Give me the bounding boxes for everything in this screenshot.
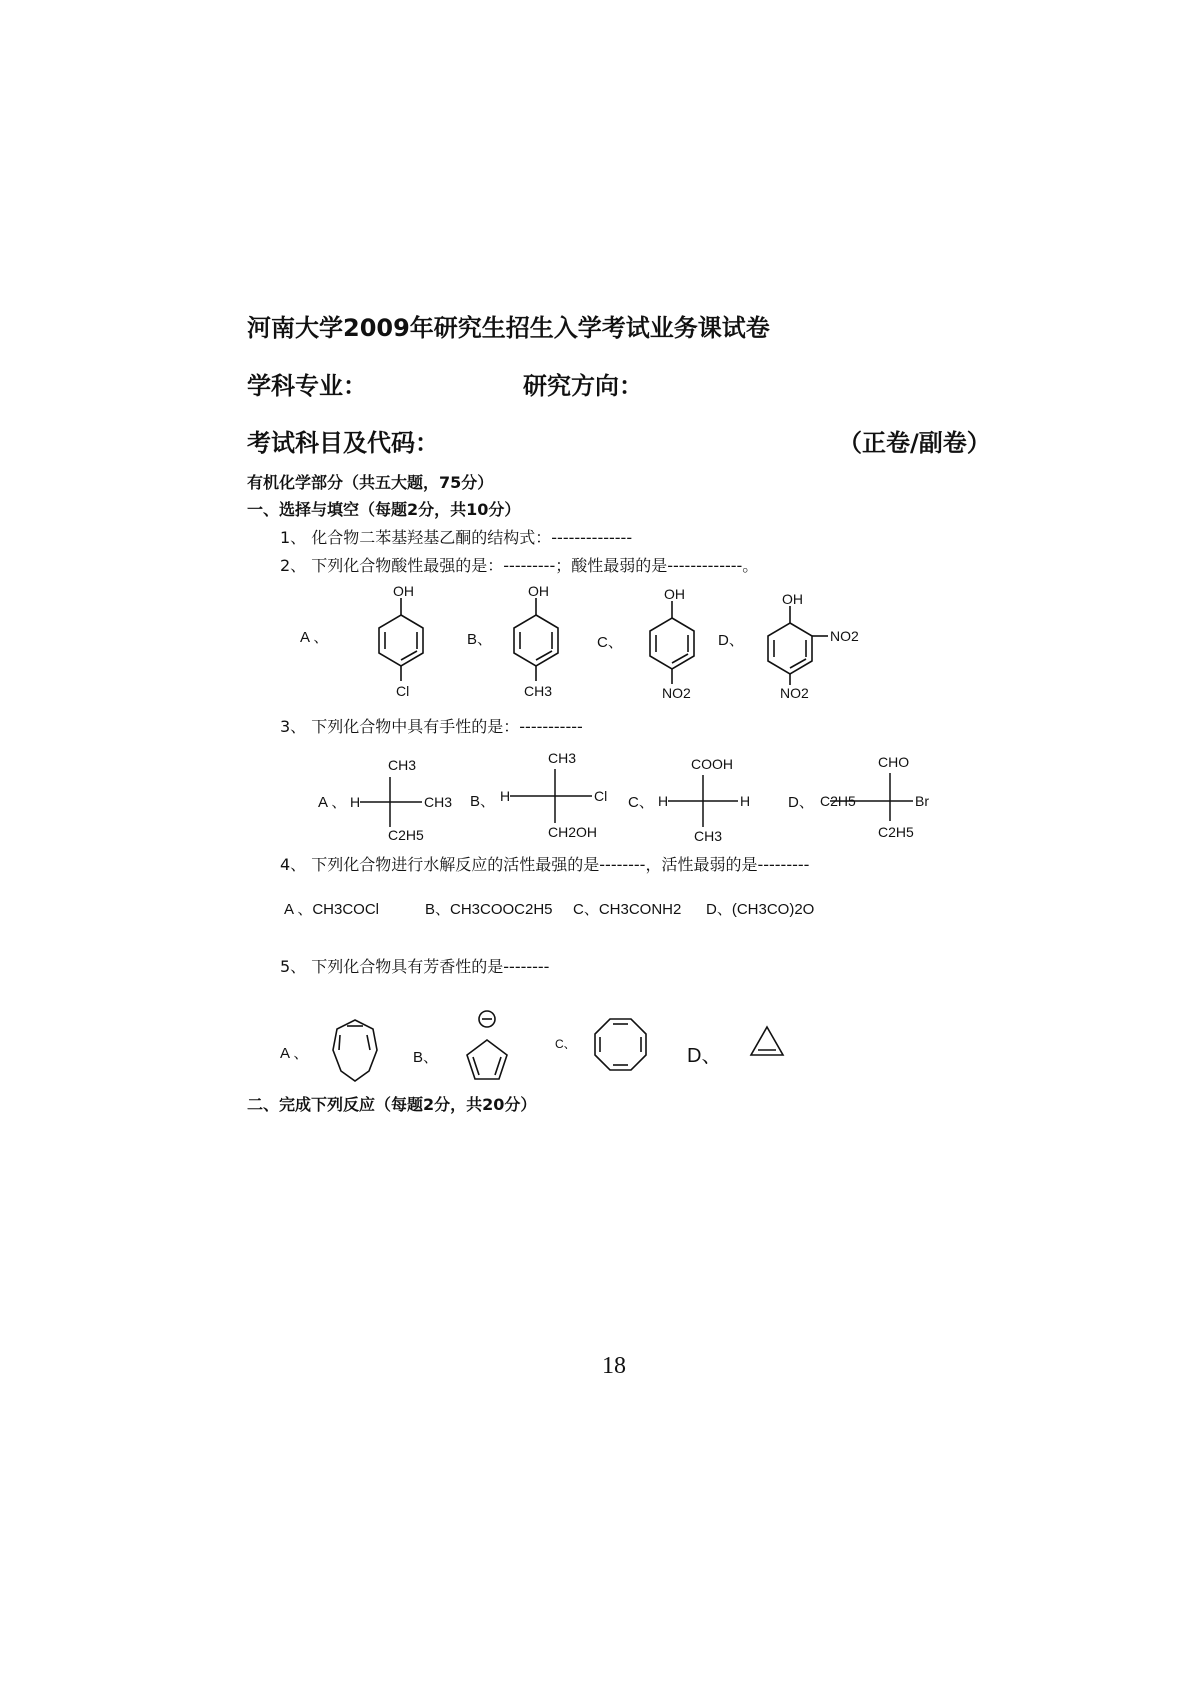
question-2-structures	[300, 585, 880, 700]
no2-label: NO2	[830, 628, 859, 644]
h-label: H	[500, 788, 511, 804]
q3-option-c: C、	[628, 794, 654, 811]
cyclooctatetraene-ring	[595, 1019, 646, 1070]
major-label: 学科专业：	[247, 372, 367, 400]
ch3-label: CH3	[548, 750, 577, 766]
oh-label: OH	[528, 585, 549, 599]
section1-heading: 一、选择与填空（每题2分，共10分）	[247, 500, 521, 519]
oh-label: OH	[782, 591, 803, 607]
h-label: H	[350, 794, 361, 810]
question-4: 4、 下列化合物进行水解反应的活性最强的是--------，活性最弱的是---------	[280, 855, 810, 874]
ch3-label: CH3	[694, 828, 723, 844]
question-3: 3、 下列化合物中具有手性的是：-----------	[280, 717, 583, 736]
q2-option-b: B、	[467, 631, 493, 648]
c2h5-label: C2H5	[388, 827, 424, 843]
question-3-structures	[310, 745, 940, 845]
cl-label: Cl	[396, 683, 410, 699]
question-2: 2、 下列化合物酸性最强的是：---------；酸性最弱的是-------------。	[280, 556, 759, 575]
ch3-label: CH3	[524, 683, 553, 699]
page-number: 18	[602, 1353, 626, 1379]
cho-label: CHO	[878, 754, 910, 770]
q3-option-b: B、	[470, 793, 496, 810]
section2-heading: 二、完成下列反应（每题2分，共20分）	[247, 1095, 537, 1114]
q3-option-a: A 、	[318, 794, 347, 811]
cyclopropene-ring	[751, 1027, 783, 1055]
q5-option-b: B、	[413, 1049, 439, 1066]
cooh-label: COOH	[691, 756, 733, 772]
q2-option-c: C、	[597, 634, 623, 651]
ch3-label: CH3	[424, 794, 453, 810]
q2-option-d: D、	[718, 632, 744, 649]
part-heading: 有机化学部分（共五大题，75分）	[247, 473, 494, 492]
q5-option-a: A 、	[280, 1045, 309, 1062]
oh-label: OH	[393, 585, 414, 599]
no2-label: NO2	[662, 685, 691, 700]
subject-label: 考试科目及代码：	[247, 429, 439, 457]
cl-label: Cl	[594, 788, 608, 804]
q4-option-d: D、(CH3CO)2O	[706, 901, 815, 918]
cycloheptatriene-ring	[333, 1020, 377, 1081]
q5-option-d: D、	[687, 1045, 722, 1067]
q5-option-c: C、	[555, 1037, 576, 1051]
q2-option-a: A 、	[300, 629, 329, 646]
c2h5-label: C2H5	[878, 824, 914, 840]
question-5-structures	[275, 1005, 795, 1095]
q4-option-a: A 、CH3COCl	[284, 901, 380, 918]
br-label: Br	[915, 793, 929, 809]
h-label: H	[740, 793, 751, 809]
question-1: 1、 化合物二苯基羟基乙酮的结构式：--------------	[280, 528, 633, 547]
q3-option-d: D、	[788, 794, 814, 811]
h-label: H	[658, 793, 669, 809]
q4-option-c: C、CH3CONH2	[573, 901, 682, 918]
q4-option-b: B、CH3COOC2H5	[425, 901, 553, 918]
oh-label: OH	[664, 586, 685, 602]
ch2oh-label: CH2OH	[548, 824, 598, 840]
c2h5-label: C2H5	[820, 793, 856, 809]
paper-type: （正卷/副卷）	[838, 429, 991, 457]
direction-label: 研究方向：	[523, 372, 643, 400]
no2-label: NO2	[780, 685, 809, 700]
ch3-label: CH3	[388, 757, 417, 773]
exam-title: 河南大学2009年研究生招生入学考试业务课试卷	[247, 314, 770, 342]
question-5: 5、 下列化合物具有芳香性的是--------	[280, 957, 550, 976]
